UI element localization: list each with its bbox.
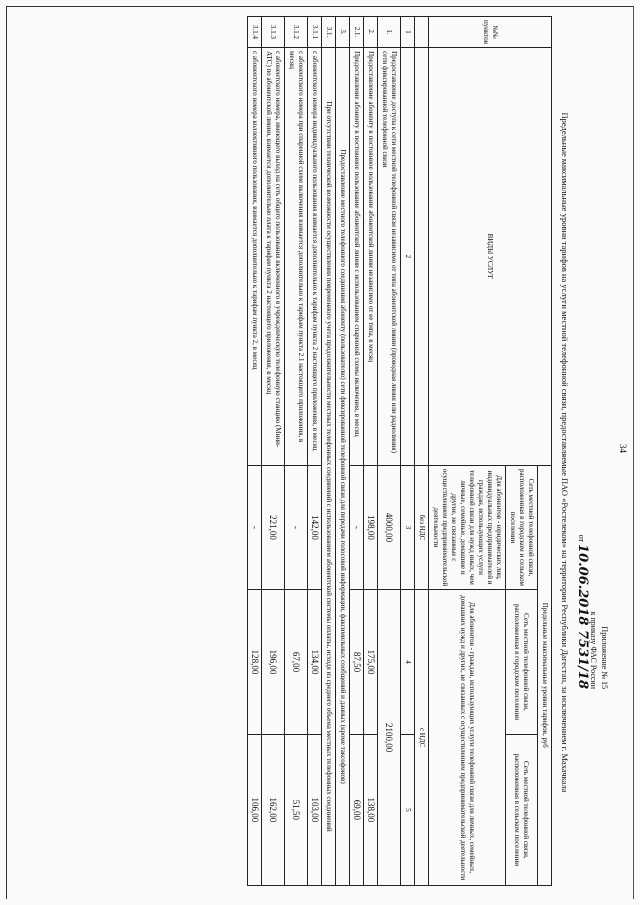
table-row: 3.1.1 с абонентского номера индивидуального пользования взимается дополнительно к тарифам пункта 2 настоящего приложения, в месяц 142,00 134,00 103,00 [308,17,322,886]
page-number: 34 [618,444,628,453]
header-col3: Сеть местной телефонной связи, расположенная в городском и сельском поселении [506,465,538,590]
header-no-vat: без НДС [415,465,429,590]
table-row: 3.1.2 с абонентского номера при спаренной схеме включения взимается дополнительно к тарифам пункта 2.1 настоящего приложения, в месяц - 67,00 51,50 [285,17,308,886]
header-services: ВИДЫ УСЛУГ [429,48,552,466]
tariff-table [247,16,552,886]
table-header-row [538,17,552,886]
header-col5: Сеть местной телефонной связи, расположенная в сельском поселении [506,734,538,885]
rotated-document [6,6,634,899]
header-col4: Сеть местной телефонной связи, расположенная в городском поселении [506,590,538,734]
appendix-block [576,489,610,689]
table-row: 3.1.4 с абонентского номера коллективного пользования, взимается дополнительно к тарифам пункта 2, в месяц - 128,00 106,00 [248,17,262,886]
appendix-date: от 10.06.2018 7531/18 [575,534,590,689]
table-row: 1. Предоставление доступа к сети местной телефонной связи независимо от типа абонентской линии (проводная линия или радиолиния) сети фиксированной телефонной связи 4000,00 2100,00 [378,17,401,886]
table-row: 3.1. При отсутствии технической возможности осуществления повременного учета продолжительности местных телефонных соединений с использованием абонентской системы оплаты, исходя из среднего объема местных телефонных соединений [322,17,336,886]
table-row: 3.1.3 с абонентского номера, имеющего выход на сеть общего пользования включенного в учрежденческую телефонную станцию (Мини-АТС) по абонентской линии, взимается дополнительно плата к тарифам пункта 2 настоящего приложения, в месяц 221,00 196,00 162,00 [262,17,285,886]
header-col3-sub: Для абонентов - юридических лиц, индивидуальных предпринимателей и граждан, использующих услуги телефонной связи для нужд иных, чем личные, семейные, домашние и другие, не связанные с осуществлением предпринимательской деятельности [429,465,506,590]
header-vat: с НДС [415,590,429,886]
header-col45-sub: Для абонентов - граждан, использующих услуги телефонной связи для личных, семейных, домашних нужд и других, не связанных с осуществлением предпринимательской деятельности [429,590,506,886]
header-tariff-group: Предельные максимальные уровни тарифов, руб [538,465,552,885]
appendix-order: к приказу ФАС России [589,611,598,689]
handwritten-date: 10.06.2018 7531/18 [575,544,590,689]
header-num: №№ пунктов [429,17,552,48]
table-header-row [415,17,429,886]
table-row: 3. Предоставление местного телефонного соединения абоненту (пользователю) сети фиксированной телефонной связи для передачи голосовой информации, факсимильных сообщений и данных (кроме таксофонов) [336,17,350,886]
table-row: 2.1. Предоставление абоненту в постоянное пользование абонентской линии с использованием спаренной схемы включения, в месяц - 87,50 69,00 [350,17,364,886]
index-row: 1 2 3 4 5 [401,17,415,886]
table-row: 2. Предоставление абоненту в постоянное пользование абонентской линии независимо от ее типа, в месяц 198,00 175,00 138,00 [364,17,378,886]
document-title: Предельные максимальные уровни тарифов на услуги местной телефонной связи, предоставляемые ПАО «Ростелеком» на территории Республики Дагестан, за исключением г. Махачкала [560,112,570,793]
appendix-number: Приложение № 15 [600,626,609,689]
